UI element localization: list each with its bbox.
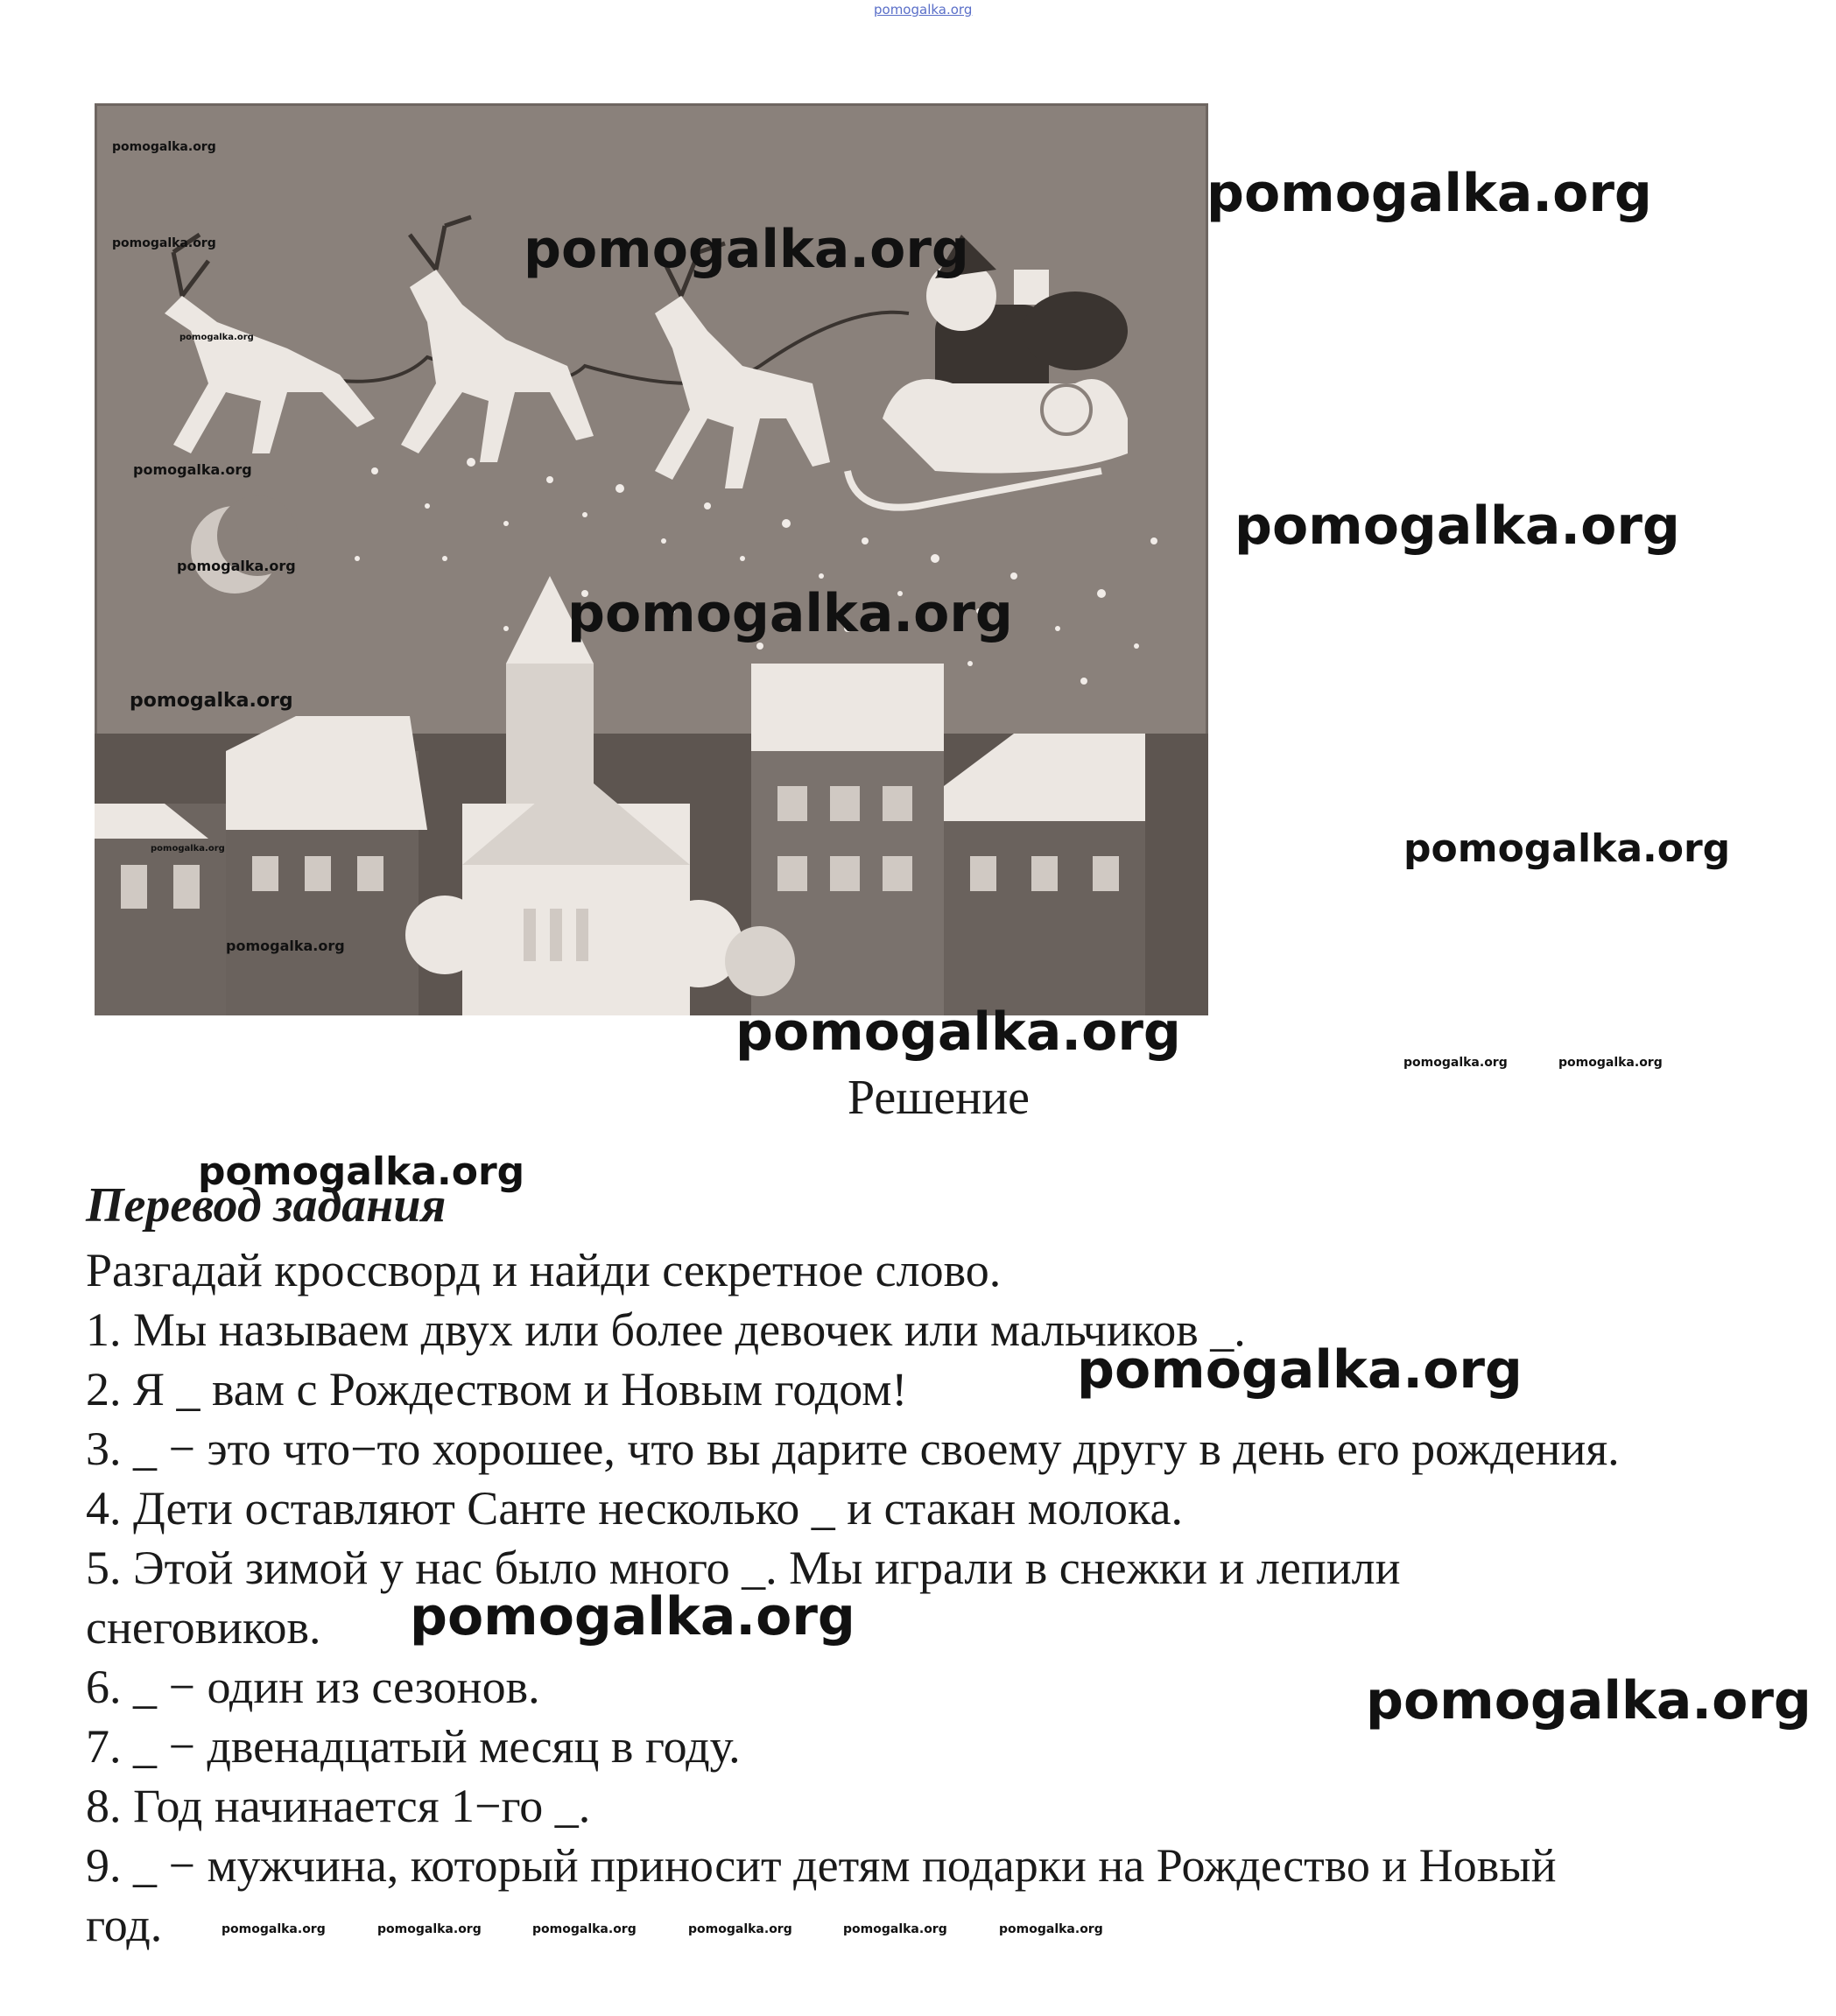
- watermark: pomogalka.org: [735, 1001, 1181, 1063]
- watermark: pomogalka.org: [1403, 1056, 1508, 1070]
- watermark: pomogalka.org: [112, 236, 216, 250]
- watermark: pomogalka.org: [130, 690, 293, 712]
- watermark: pomogalka.org: [524, 219, 969, 280]
- watermark: pomogalka.org: [1235, 495, 1680, 557]
- task-line: 2. Я _ вам с Рождеством и Новым годом!: [86, 1363, 908, 1415]
- watermark: pomogalka.org: [1558, 1056, 1663, 1070]
- watermark: pomogalka.org: [198, 1149, 525, 1194]
- task-heading: Перевод задания: [86, 1178, 447, 1233]
- watermark: pomogalka.org: [567, 583, 1013, 644]
- watermark: pomogalka.org: [1403, 826, 1731, 871]
- task-line: год.: [86, 1899, 163, 1951]
- task-intro: Разгадай кроссворд и найди секретное слово.: [86, 1244, 1002, 1296]
- task-line: 8. Год начинается 1−го _.: [86, 1780, 591, 1832]
- watermark: pomogalka.org: [1206, 163, 1652, 224]
- watermark: pomogalka.org: [222, 1922, 326, 1936]
- watermark-top: pomogalka.org: [874, 2, 973, 18]
- task-line: 9. _ − мужчина, который приносит детям подарки на Рождество и Новый: [86, 1839, 1557, 1892]
- watermark: pomogalka.org: [1077, 1339, 1523, 1401]
- task-line: 5. Этой зимой у нас было много _. Мы играли в снежки и лепили: [86, 1542, 1401, 1594]
- watermark: pomogalka.org: [377, 1922, 482, 1936]
- task-line: 4. Дети оставляют Санте несколько _ и стакан молока.: [86, 1482, 1183, 1535]
- watermark: pomogalka.org: [112, 140, 216, 154]
- watermark: pomogalka.org: [226, 938, 345, 954]
- watermark: pomogalka.org: [688, 1922, 792, 1936]
- solution-label: Решение: [848, 1071, 1031, 1125]
- watermark: pomogalka.org: [532, 1922, 637, 1936]
- watermark: pomogalka.org: [843, 1922, 947, 1936]
- watermark: pomogalka.org: [999, 1922, 1103, 1936]
- task-line: 6. _ − один из сезонов.: [86, 1661, 540, 1713]
- task-line: 7. _ − двенадцатый месяц в году.: [86, 1720, 741, 1773]
- watermark: pomogalka.org: [179, 333, 254, 342]
- watermark: pomogalka.org: [133, 461, 252, 478]
- task-line: снеговиков.: [86, 1601, 321, 1654]
- watermark: pomogalka.org: [410, 1586, 855, 1647]
- watermark: pomogalka.org: [151, 844, 225, 853]
- task-line: 1. Мы называем двух или более девочек или мальчиков _.: [86, 1303, 1246, 1356]
- watermark: pomogalka.org: [177, 558, 296, 574]
- task-line: 3. _ − это что−то хорошее, что вы дарите своему другу в день его рождения.: [86, 1422, 1620, 1475]
- watermark: pomogalka.org: [1366, 1670, 1811, 1732]
